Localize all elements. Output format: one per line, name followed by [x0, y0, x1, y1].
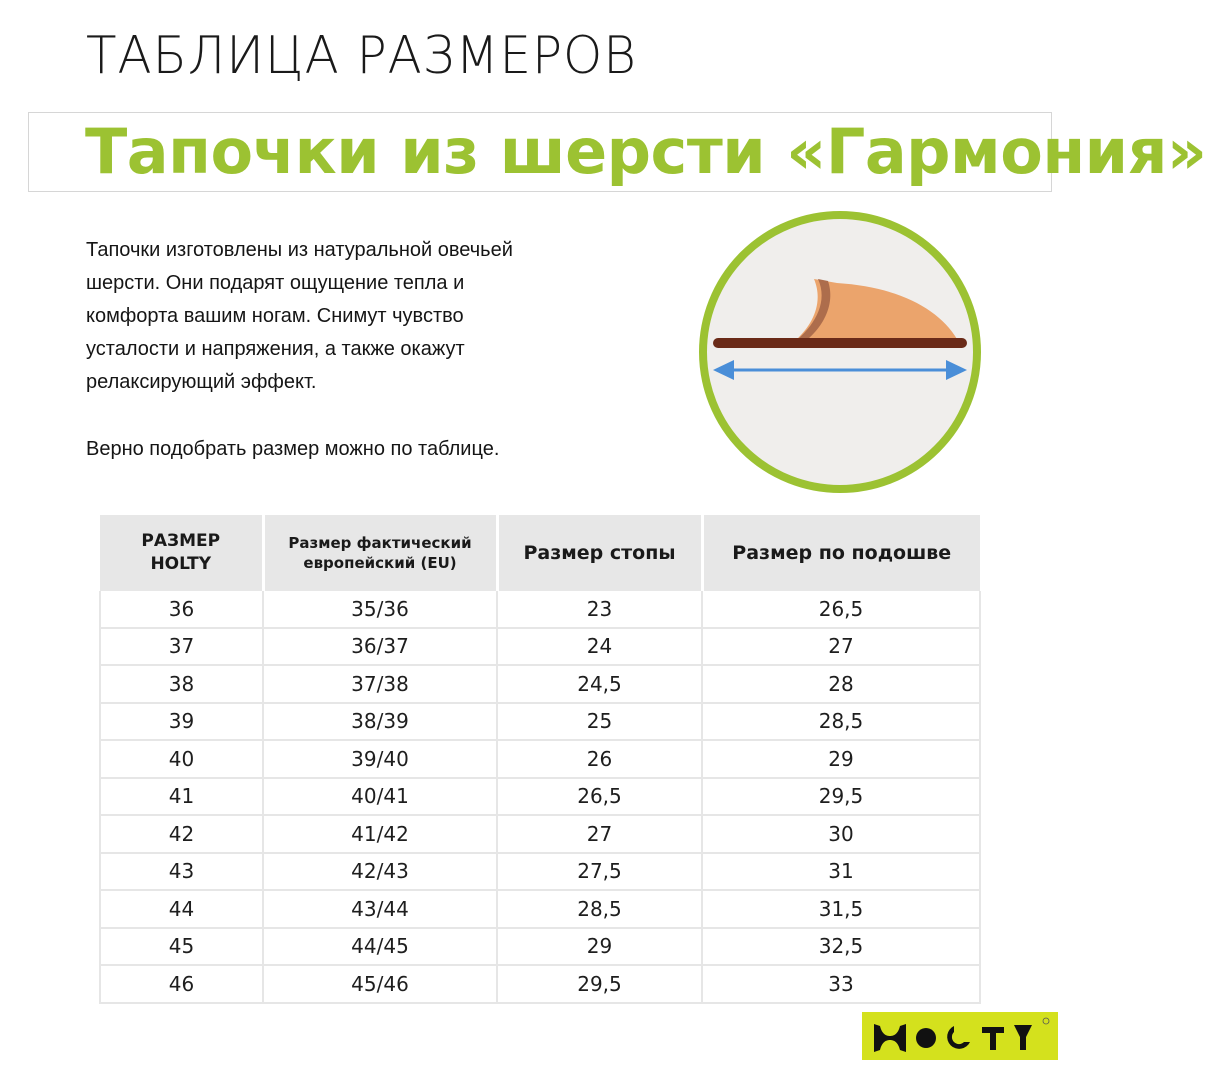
cell-eu-size: 35/36 — [263, 591, 497, 628]
cell-sole-size: 33 — [702, 965, 980, 1003]
header-holty-size — [100, 515, 263, 591]
cell-holty-size: 44 — [100, 890, 263, 928]
cell-foot-size: 29,5 — [497, 965, 702, 1003]
cell-holty-size: 39 — [100, 703, 263, 741]
cell-sole-size: 31,5 — [702, 890, 980, 928]
cell-holty-size: 36 — [100, 591, 263, 628]
cell-eu-size: 42/43 — [263, 853, 497, 891]
cell-sole-size: 29 — [702, 740, 980, 778]
table-row — [100, 815, 980, 853]
description-line: шерсти. Они подарят ощущение тепла и — [86, 272, 465, 294]
cell-eu-size: 38/39 — [263, 703, 497, 741]
cell-sole-size: 27 — [702, 628, 980, 666]
cell-foot-size: 29 — [497, 928, 702, 966]
description-line: Тапочки изготовлены из натуральной овечьей — [86, 239, 513, 261]
cell-sole-size: 29,5 — [702, 778, 980, 816]
table-row — [100, 965, 980, 1003]
cell-foot-size: 24 — [497, 628, 702, 666]
cell-eu-size: 41/42 — [263, 815, 497, 853]
cell-foot-size: 25 — [497, 703, 702, 741]
description — [86, 234, 646, 466]
logo-o-glyph — [916, 1028, 936, 1048]
table-row — [100, 591, 980, 628]
cell-foot-size: 24,5 — [497, 665, 702, 703]
cell-holty-size: 38 — [100, 665, 263, 703]
cell-foot-size: 23 — [497, 591, 702, 628]
cell-sole-size: 30 — [702, 815, 980, 853]
holty-logo — [862, 1012, 1058, 1060]
cell-sole-size: 28 — [702, 665, 980, 703]
cell-holty-size: 42 — [100, 815, 263, 853]
cell-eu-size: 37/38 — [263, 665, 497, 703]
table-row — [100, 928, 980, 966]
cell-sole-size: 26,5 — [702, 591, 980, 628]
product-title: Тапочки из шерсти «Гармония» — [85, 115, 1206, 188]
header-eu-line1: Размер фактический — [288, 534, 472, 552]
cell-holty-size: 46 — [100, 965, 263, 1003]
cell-eu-size: 45/46 — [263, 965, 497, 1003]
illustration-circle — [703, 215, 977, 489]
cell-foot-size: 28,5 — [497, 890, 702, 928]
slipper-sole-shape — [713, 338, 967, 348]
size-table — [99, 515, 981, 1004]
header-eu-line2: европейский (EU) — [303, 554, 457, 572]
table-row — [100, 853, 980, 891]
page-heading: ТАБЛИЦА РАЗМЕРОВ — [86, 26, 637, 86]
cell-sole-size: 28,5 — [702, 703, 980, 741]
cell-foot-size: 27,5 — [497, 853, 702, 891]
table-body — [100, 591, 980, 1003]
cell-holty-size: 45 — [100, 928, 263, 966]
slipper-measurement-illustration — [694, 207, 990, 497]
table-row — [100, 628, 980, 666]
header-holty-line2: HOLTY — [150, 554, 212, 574]
cell-sole-size: 32,5 — [702, 928, 980, 966]
description-line: комфорта вашим ногам. Снимут чувство — [86, 305, 464, 327]
cell-eu-size: 36/37 — [263, 628, 497, 666]
cell-foot-size: 26,5 — [497, 778, 702, 816]
cell-holty-size: 40 — [100, 740, 263, 778]
header-sole-size: Размер по подошве — [702, 515, 980, 591]
description-line: релаксирующий эффект. — [86, 371, 317, 393]
description-line: усталости и напряжения, а также окажут — [86, 338, 465, 360]
cell-eu-size: 40/41 — [263, 778, 497, 816]
description-hint: Верно подобрать размер можно по таблице. — [86, 438, 500, 460]
table-row — [100, 703, 980, 741]
cell-foot-size: 26 — [497, 740, 702, 778]
table-row — [100, 778, 980, 816]
cell-sole-size: 31 — [702, 853, 980, 891]
cell-eu-size: 43/44 — [263, 890, 497, 928]
cell-holty-size: 43 — [100, 853, 263, 891]
cell-eu-size: 44/45 — [263, 928, 497, 966]
header-eu-size — [263, 515, 497, 591]
header-foot-size: Размер стопы — [497, 515, 702, 591]
header-holty-line1: РАЗМЕР — [141, 531, 221, 551]
table-row — [100, 665, 980, 703]
table-header-row — [100, 515, 980, 591]
cell-holty-size: 41 — [100, 778, 263, 816]
table-row — [100, 890, 980, 928]
cell-foot-size: 27 — [497, 815, 702, 853]
product-banner — [28, 112, 1206, 192]
cell-holty-size: 37 — [100, 628, 263, 666]
cell-eu-size: 39/40 — [263, 740, 497, 778]
table-row — [100, 740, 980, 778]
